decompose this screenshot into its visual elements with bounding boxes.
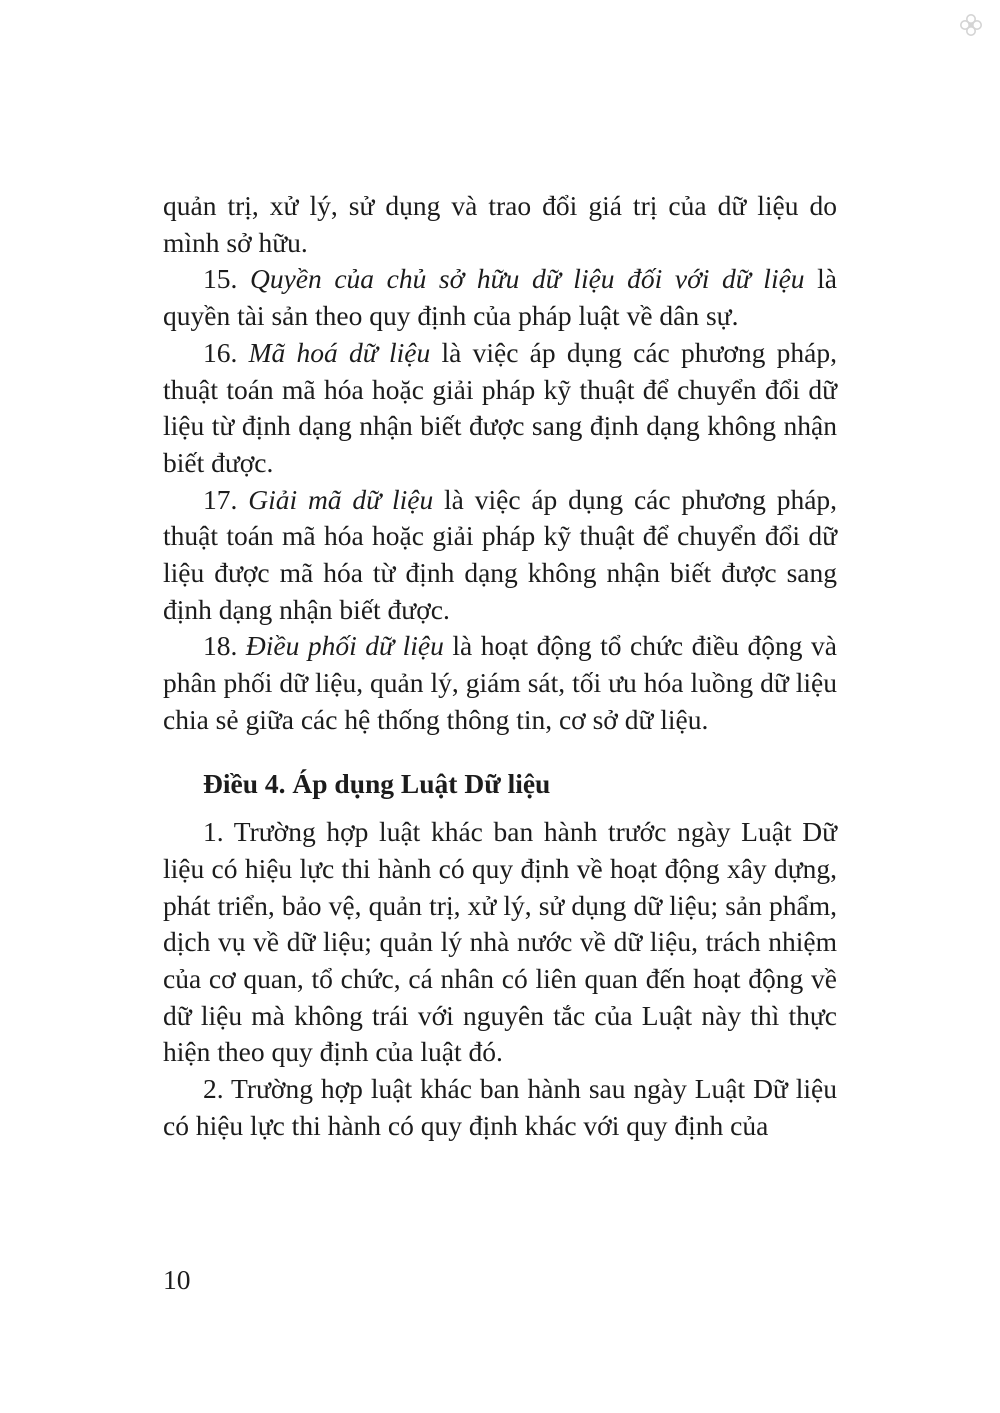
definition-term: Giải mã dữ liệu xyxy=(248,483,434,515)
definition-number: 17. xyxy=(203,483,238,515)
flower-ornament-icon xyxy=(958,12,984,38)
definition-number: 16. xyxy=(203,336,238,368)
definition-17 xyxy=(163,482,837,629)
document-body xyxy=(163,188,837,1145)
article-clause-2: 2. Trường hợp luật khác ban hành sau ngày Luật Dữ liệu có hiệu lực thi hành có quy định khác với quy định của xyxy=(163,1073,837,1141)
definition-text: là việc áp dụng các phương pháp, thuật toán mã hóa hoặc giải pháp kỹ thuật để chuyển đổi dữ liệu từ định dạng nhận biết được sang định dạng không nhận biết được. xyxy=(163,336,837,478)
definition-text: là quyền tài sản theo quy định của pháp luật về dân sự. xyxy=(163,263,838,332)
definition-18 xyxy=(163,628,837,738)
definition-term: Mã hoá dữ liệu xyxy=(248,336,431,368)
definition-term: Điều phối dữ liệu xyxy=(245,630,444,662)
page-number: 10 xyxy=(163,1264,191,1295)
article-clause-1: 1. Trường hợp luật khác ban hành trước ngày Luật Dữ liệu có hiệu lực thi hành có quy định về hoạt động xây dựng, phát triển, bảo vệ, quản trị, xử lý, sử dụng dữ liệu; sản phẩm, dịch vụ về dữ liệu; quản lý nhà nước về dữ liệu, trách nhiệm của cơ quan, tổ chức, cá nhân có liên quan đến hoạt động về dữ liệu mà không trái với nguyên tắc của Luật này thì thực hiện theo quy định của luật đó. xyxy=(163,816,837,1068)
continuation-paragraph: quản trị, xử lý, sử dụng và trao đổi giá trị của dữ liệu do mình sở hữu. xyxy=(163,190,837,258)
definition-15 xyxy=(163,261,837,334)
definition-term: Quyền của chủ sở hữu dữ liệu đối với dữ liệu xyxy=(249,263,805,295)
definition-text: là việc áp dụng các phương pháp, thuật toán mã hóa hoặc giải pháp kỹ thuật để chuyển đổi dữ liệu được mã hóa từ định dạng không nhận biết được sang định dạng nhận biết được. xyxy=(163,483,838,625)
definition-number: 15. xyxy=(203,263,238,295)
definition-16 xyxy=(163,335,837,482)
definition-number: 18. xyxy=(203,630,238,662)
definition-text: là hoạt động tổ chức điều động và phân phối dữ liệu, quản lý, giám sát, tối ưu hóa luồng dữ liệu chia sẻ giữa các hệ thống thông tin, cơ sở dữ liệu. xyxy=(163,630,838,735)
article-heading: Điều 4. Áp dụng Luật Dữ liệu xyxy=(203,767,551,799)
